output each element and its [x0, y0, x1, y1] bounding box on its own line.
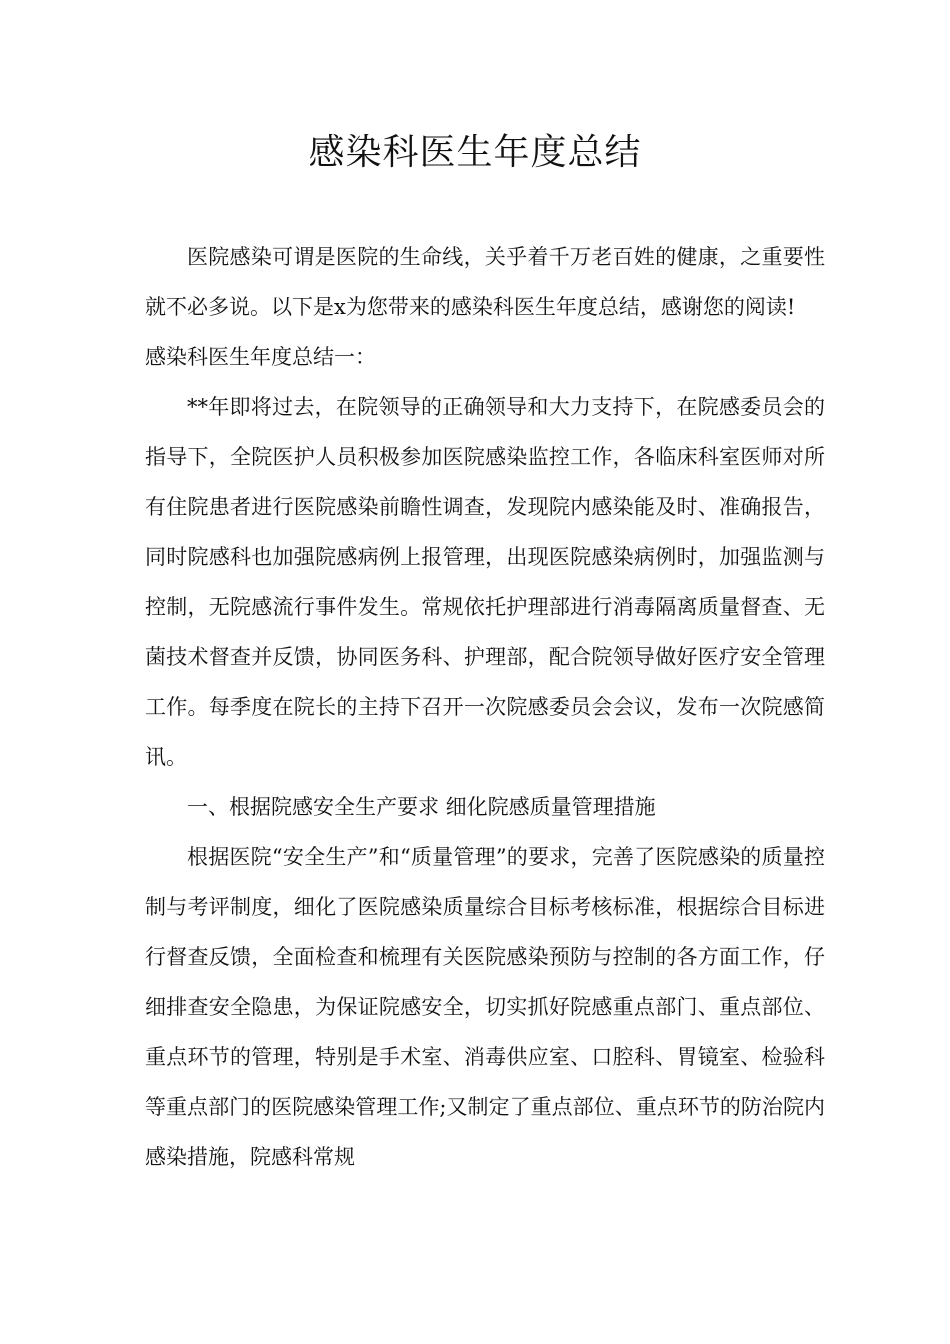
document-body	[145, 232, 825, 1182]
subsection-heading-one: 一、根据院感安全生产要求 细化院感质量管理措施	[187, 795, 656, 819]
summary-paragraph: **年即将过去，在院领导的正确领导和大力支持下，在院感委员会的指导下，全院医护人员积极参加医院感染监控工作，各临床科室医师对所有住院患者进行医院感染前瞻性调查，发现院内感染能及时、准确报告，同时院感科也加强院感病例上报管理，出现医院感染病例时，加强监测与控制，无院感流行事件发生。常规依托护理部进行消毒隔离质量督查、无菌技术督查并反馈，协同医务科、护理部，配合院领导做好医疗安全管理工作。每季度在院长的主持下召开一次院感委员会会议，发布一次院感简讯。	[145, 395, 825, 769]
section-heading-summary-one: 感染科医生年度总结一：	[145, 345, 376, 369]
document-title: 感染科医生年度总结	[308, 132, 642, 173]
quality-management-paragraph: 根据医院“安全生产”和“质量管理”的要求，完善了医院感染的质量控制与考评制度，细化了医院感染质量综合目标考核标准，根据综合目标进行督查反馈，全面检查和梳理有关医院感染预防与控制的各方面工作，仔细排查安全隐患，为保证院感安全，切实抓好院感重点部门、重点部位、重点环节的管理，特别是手术室、消毒供应室、口腔科、胃镜室、检验科等重点部门的医院感染管理工作;又制定了重点部位、重点环节的防治院内感染措施，院感科常规	[145, 845, 825, 1169]
intro-paragraph: 医院感染可谓是医院的生命线，关乎着千万老百姓的健康，之重要性就不必多说。以下是x为您带来的感染科医生年度总结，感谢您的阅读!	[145, 245, 825, 319]
